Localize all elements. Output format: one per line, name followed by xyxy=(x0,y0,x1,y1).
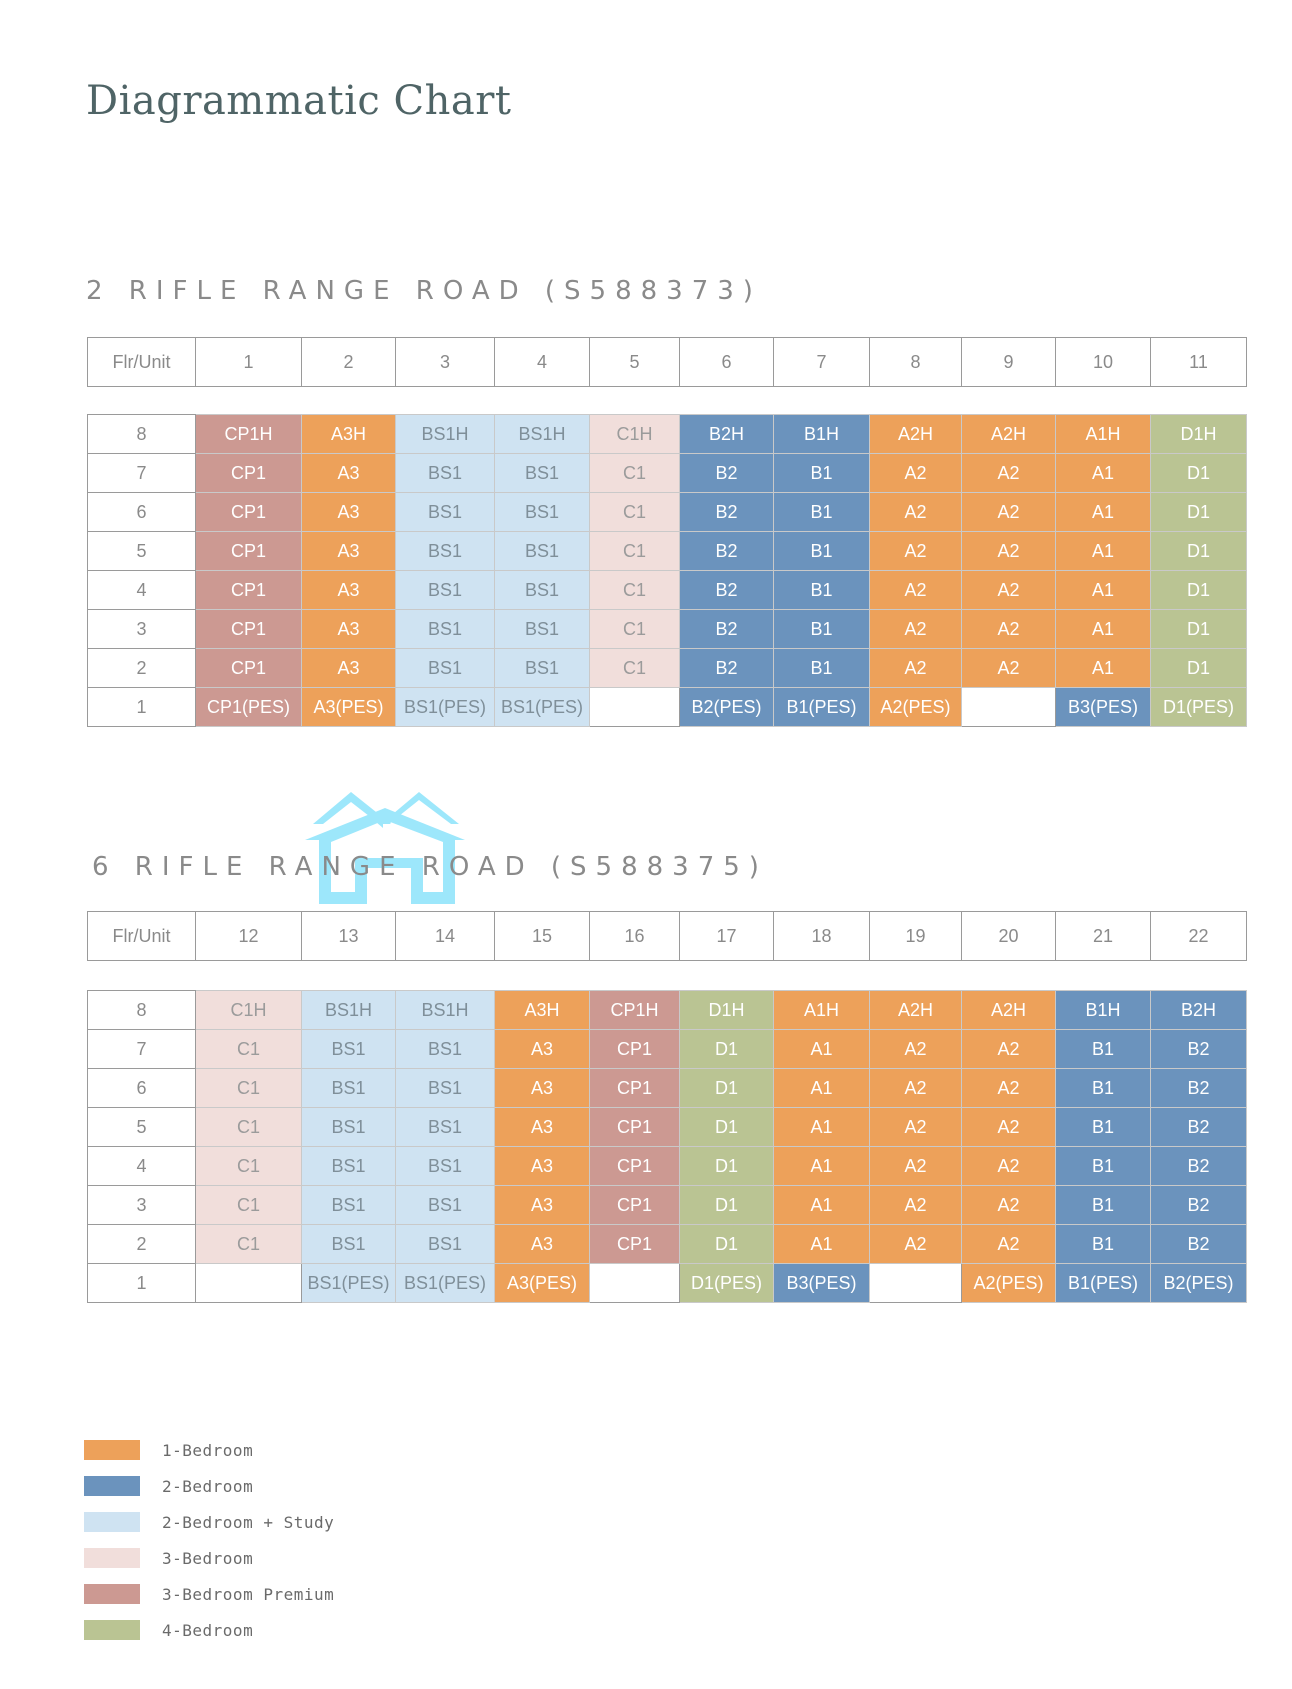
unit-header-table-block-6 xyxy=(87,911,1247,961)
unit-type-cell: A2H xyxy=(962,415,1056,454)
floor-number: 1 xyxy=(88,1264,196,1303)
unit-type-cell: A3(PES) xyxy=(495,1264,590,1303)
unit-type-cell xyxy=(962,688,1056,727)
unit-type-cell: A2 xyxy=(870,454,962,493)
floor-number: 8 xyxy=(88,415,196,454)
unit-type-cell: A3 xyxy=(302,649,396,688)
unit-type-cell: C1 xyxy=(196,1147,302,1186)
unit-number: 18 xyxy=(774,912,870,961)
unit-type-cell: B2 xyxy=(1151,1186,1247,1225)
floor-number: 5 xyxy=(88,532,196,571)
unit-type-cell xyxy=(870,1264,962,1303)
unit-type-cell: A2 xyxy=(962,571,1056,610)
unit-type-cell: A2 xyxy=(962,532,1056,571)
house-icon xyxy=(305,788,467,904)
floor-row xyxy=(88,493,1247,532)
unit-type-cell: C1 xyxy=(196,1186,302,1225)
unit-type-cell: A1 xyxy=(774,1108,870,1147)
unit-type-cell: A2(PES) xyxy=(962,1264,1056,1303)
unit-type-cell: B1 xyxy=(774,454,870,493)
unit-type-cell: CP1 xyxy=(590,1069,680,1108)
unit-type-cell: CP1 xyxy=(590,1147,680,1186)
unit-type-cell: BS1 xyxy=(396,1186,495,1225)
unit-type-cell: D1 xyxy=(1151,649,1247,688)
unit-type-cell: B1 xyxy=(774,649,870,688)
unit-type-cell: A2 xyxy=(962,649,1056,688)
unit-type-cell: A3 xyxy=(495,1030,590,1069)
unit-type-cell: BS1 xyxy=(302,1108,396,1147)
unit-type-cell: B2(PES) xyxy=(1151,1264,1247,1303)
unit-type-cell: C1 xyxy=(196,1225,302,1264)
unit-type-cell: A3 xyxy=(302,454,396,493)
unit-type-cell: CP1 xyxy=(196,493,302,532)
unit-type-cell: A2 xyxy=(962,1225,1056,1264)
floor-row xyxy=(88,571,1247,610)
legend-label: 3-Bedroom Premium xyxy=(162,1584,335,1604)
unit-type-cell: D1 xyxy=(680,1069,774,1108)
unit-type-cell: C1 xyxy=(196,1069,302,1108)
unit-type-cell: A1 xyxy=(774,1030,870,1069)
legend-label: 1-Bedroom xyxy=(162,1440,254,1460)
unit-type-cell: D1H xyxy=(680,991,774,1030)
unit-type-cell: C1 xyxy=(590,571,680,610)
unit-type-cell: B1 xyxy=(1056,1147,1151,1186)
floor-row xyxy=(88,610,1247,649)
unit-type-cell: BS1 xyxy=(495,649,590,688)
unit-type-cell: A2 xyxy=(870,532,962,571)
unit-type-cell: C1 xyxy=(590,649,680,688)
unit-type-cell: B1 xyxy=(774,532,870,571)
unit-type-cell: B2 xyxy=(1151,1147,1247,1186)
unit-type-cell: BS1 xyxy=(495,532,590,571)
unit-number: 2 xyxy=(302,338,396,387)
legend-item-2-bedroom-study xyxy=(84,1504,334,1540)
floor-row xyxy=(88,1264,1247,1303)
unit-number: 15 xyxy=(495,912,590,961)
unit-type-cell: BS1 xyxy=(396,1225,495,1264)
unit-type-cell: C1 xyxy=(590,454,680,493)
unit-type-cell: D1 xyxy=(1151,610,1247,649)
legend-swatch xyxy=(84,1584,140,1604)
floor-number: 3 xyxy=(88,610,196,649)
unit-type-cell: A3 xyxy=(495,1225,590,1264)
unit-type-cell: B1(PES) xyxy=(774,688,870,727)
unit-type-cell: A3 xyxy=(495,1108,590,1147)
unit-type-cell: A2 xyxy=(962,1186,1056,1225)
unit-type-cell: BS1 xyxy=(495,454,590,493)
unit-type-cell: A1 xyxy=(774,1147,870,1186)
unit-type-cell: A2 xyxy=(870,610,962,649)
floor-number: 4 xyxy=(88,571,196,610)
legend-item-1-bedroom xyxy=(84,1432,334,1468)
floor-number: 2 xyxy=(88,1225,196,1264)
unit-type-cell: B2 xyxy=(1151,1069,1247,1108)
unit-header-table-block-2 xyxy=(87,337,1247,387)
unit-grid-block-2 xyxy=(87,414,1247,727)
unit-type-cell: D1 xyxy=(1151,532,1247,571)
unit-type-cell: A2H xyxy=(962,991,1056,1030)
legend-label: 3-Bedroom xyxy=(162,1548,254,1568)
floor-number: 4 xyxy=(88,1147,196,1186)
unit-type-cell: A3 xyxy=(302,610,396,649)
unit-type-cell: BS1 xyxy=(302,1225,396,1264)
unit-type-cell: A1 xyxy=(1056,571,1151,610)
legend-swatch xyxy=(84,1512,140,1532)
unit-type-cell: A2 xyxy=(870,1030,962,1069)
unit-type-cell: CP1H xyxy=(196,415,302,454)
unit-number: 22 xyxy=(1151,912,1247,961)
unit-type-cell: B1 xyxy=(1056,1030,1151,1069)
unit-type-cell: CP1 xyxy=(590,1108,680,1147)
floor-number: 6 xyxy=(88,1069,196,1108)
unit-type-cell: A1 xyxy=(1056,454,1151,493)
unit-type-cell: A2 xyxy=(870,493,962,532)
unit-number: 10 xyxy=(1056,338,1151,387)
unit-type-cell: A3H xyxy=(495,991,590,1030)
unit-type-cell: A1 xyxy=(1056,532,1151,571)
unit-type-cell: BS1 xyxy=(396,610,495,649)
unit-type-cell: BS1 xyxy=(396,532,495,571)
floor-row xyxy=(88,991,1247,1030)
unit-type-cell: D1 xyxy=(1151,493,1247,532)
unit-type-cell: BS1 xyxy=(396,571,495,610)
unit-type-cell: BS1H xyxy=(302,991,396,1030)
unit-type-cell: BS1 xyxy=(495,493,590,532)
unit-type-cell: BS1 xyxy=(396,649,495,688)
unit-type-cell: B2H xyxy=(1151,991,1247,1030)
floor-number: 1 xyxy=(88,688,196,727)
floor-number: 2 xyxy=(88,649,196,688)
unit-type-cell: CP1 xyxy=(196,649,302,688)
unit-type-cell: B3(PES) xyxy=(1056,688,1151,727)
unit-type-cell xyxy=(590,688,680,727)
section-heading-6-rifle-range-road: 6 RIFLE RANGE ROAD (S588375) xyxy=(92,852,768,882)
unit-type-cell: D1 xyxy=(680,1030,774,1069)
unit-type-cell: A1 xyxy=(774,1225,870,1264)
unit-type-cell: C1 xyxy=(196,1108,302,1147)
unit-type-cell: D1 xyxy=(680,1186,774,1225)
legend-item-3-bedroom-premium xyxy=(84,1576,334,1612)
unit-type-cell: BS1 xyxy=(302,1069,396,1108)
unit-number: 1 xyxy=(196,338,302,387)
legend-swatch xyxy=(84,1476,140,1496)
unit-type-cell: A2 xyxy=(962,1069,1056,1108)
unit-type-cell: B1 xyxy=(774,571,870,610)
unit-type-cell: B1 xyxy=(1056,1108,1151,1147)
floor-row xyxy=(88,1225,1247,1264)
unit-type-cell: BS1 xyxy=(396,1030,495,1069)
floor-row xyxy=(88,1147,1247,1186)
unit-type-cell: A2 xyxy=(870,1108,962,1147)
unit-type-cell: B1 xyxy=(1056,1225,1151,1264)
page-title: Diagrammatic Chart xyxy=(86,78,512,124)
unit-number: 3 xyxy=(396,338,495,387)
unit-type-cell: B1 xyxy=(1056,1186,1151,1225)
floor-row xyxy=(88,454,1247,493)
legend-item-3-bedroom xyxy=(84,1540,334,1576)
unit-type-cell: A1 xyxy=(1056,649,1151,688)
legend-swatch xyxy=(84,1620,140,1640)
unit-type-cell: CP1 xyxy=(590,1186,680,1225)
unit-type-cell: B2 xyxy=(1151,1030,1247,1069)
unit-type-cell: A2 xyxy=(962,493,1056,532)
unit-type-cell: A2H xyxy=(870,991,962,1030)
unit-type-cell: D1H xyxy=(1151,415,1247,454)
unit-type-cell: A2 xyxy=(870,1147,962,1186)
legend-label: 2-Bedroom + Study xyxy=(162,1512,335,1532)
unit-type-cell: C1H xyxy=(196,991,302,1030)
unit-type-cell xyxy=(590,1264,680,1303)
unit-type-cell: C1 xyxy=(590,532,680,571)
floor-number: 7 xyxy=(88,1030,196,1069)
unit-type-cell: B1 xyxy=(774,610,870,649)
unit-type-cell: B2 xyxy=(680,532,774,571)
unit-type-cell: A2 xyxy=(870,571,962,610)
unit-type-cell: A2 xyxy=(870,1186,962,1225)
unit-type-cell: B2 xyxy=(1151,1108,1247,1147)
unit-type-cell: CP1 xyxy=(196,610,302,649)
unit-type-cell: A1 xyxy=(1056,610,1151,649)
floor-unit-label: Flr/Unit xyxy=(88,338,196,387)
unit-type-cell: A3 xyxy=(302,493,396,532)
unit-type-cell: BS1 xyxy=(396,1147,495,1186)
unit-number: 14 xyxy=(396,912,495,961)
unit-type-cell: B2H xyxy=(680,415,774,454)
floor-row xyxy=(88,532,1247,571)
unit-type-cell: CP1 xyxy=(590,1225,680,1264)
unit-type-cell: BS1H xyxy=(396,991,495,1030)
unit-type-cell: C1 xyxy=(196,1030,302,1069)
legend xyxy=(84,1432,334,1648)
unit-type-cell: CP1H xyxy=(590,991,680,1030)
floor-row xyxy=(88,1069,1247,1108)
unit-type-cell: B2 xyxy=(1151,1225,1247,1264)
unit-type-cell: B2 xyxy=(680,493,774,532)
unit-type-cell: BS1H xyxy=(396,415,495,454)
unit-number: 16 xyxy=(590,912,680,961)
unit-type-cell: A2 xyxy=(962,1147,1056,1186)
unit-type-cell: CP1 xyxy=(590,1030,680,1069)
unit-type-cell: A1H xyxy=(774,991,870,1030)
unit-number: 8 xyxy=(870,338,962,387)
floor-row xyxy=(88,1030,1247,1069)
unit-type-cell: CP1 xyxy=(196,571,302,610)
section-heading-2-rifle-range-road: 2 RIFLE RANGE ROAD (S588373) xyxy=(86,276,762,306)
unit-number: 5 xyxy=(590,338,680,387)
unit-number: 9 xyxy=(962,338,1056,387)
unit-type-cell: CP1 xyxy=(196,454,302,493)
unit-type-cell: A1 xyxy=(774,1069,870,1108)
floor-number: 8 xyxy=(88,991,196,1030)
unit-type-cell: BS1(PES) xyxy=(495,688,590,727)
unit-type-cell: BS1 xyxy=(396,454,495,493)
unit-number: 4 xyxy=(495,338,590,387)
unit-type-cell: B2(PES) xyxy=(680,688,774,727)
unit-type-cell: A3 xyxy=(302,532,396,571)
unit-type-cell: A3 xyxy=(495,1186,590,1225)
unit-type-cell: A2 xyxy=(962,1108,1056,1147)
unit-type-cell: BS1 xyxy=(396,1108,495,1147)
unit-type-cell: D1 xyxy=(680,1108,774,1147)
unit-type-cell: D1(PES) xyxy=(680,1264,774,1303)
unit-type-cell: A1H xyxy=(1056,415,1151,454)
legend-swatch xyxy=(84,1548,140,1568)
unit-number: 6 xyxy=(680,338,774,387)
unit-type-cell: A2(PES) xyxy=(870,688,962,727)
unit-type-cell: C1 xyxy=(590,610,680,649)
unit-type-cell: C1H xyxy=(590,415,680,454)
unit-type-cell: B1 xyxy=(1056,1069,1151,1108)
unit-type-cell: A2H xyxy=(870,415,962,454)
unit-header-row xyxy=(88,338,1247,387)
unit-type-cell: B2 xyxy=(680,610,774,649)
legend-item-2-bedroom xyxy=(84,1468,334,1504)
unit-type-cell: B2 xyxy=(680,649,774,688)
unit-number: 20 xyxy=(962,912,1056,961)
unit-number: 11 xyxy=(1151,338,1247,387)
unit-type-cell: B1H xyxy=(774,415,870,454)
unit-type-cell: A3 xyxy=(495,1069,590,1108)
unit-type-cell: A2 xyxy=(962,454,1056,493)
unit-type-cell: A3 xyxy=(495,1147,590,1186)
unit-type-cell: D1 xyxy=(680,1225,774,1264)
unit-grid-block-6 xyxy=(87,990,1247,1303)
unit-type-cell: D1 xyxy=(1151,571,1247,610)
unit-type-cell: D1 xyxy=(680,1147,774,1186)
unit-type-cell: CP1 xyxy=(196,532,302,571)
unit-type-cell: A2 xyxy=(870,649,962,688)
unit-type-cell: B2 xyxy=(680,571,774,610)
unit-type-cell: A1 xyxy=(774,1186,870,1225)
unit-type-cell: BS1 xyxy=(495,571,590,610)
unit-type-cell: BS1H xyxy=(495,415,590,454)
legend-label: 2-Bedroom xyxy=(162,1476,254,1496)
unit-number: 12 xyxy=(196,912,302,961)
floor-number: 6 xyxy=(88,493,196,532)
unit-type-cell: BS1 xyxy=(302,1186,396,1225)
floor-number: 3 xyxy=(88,1186,196,1225)
unit-type-cell: BS1 xyxy=(302,1147,396,1186)
legend-swatch xyxy=(84,1440,140,1460)
unit-type-cell: CP1(PES) xyxy=(196,688,302,727)
unit-type-cell: A3 xyxy=(302,571,396,610)
floor-row xyxy=(88,1108,1247,1147)
unit-type-cell: A2 xyxy=(870,1225,962,1264)
unit-type-cell: A2 xyxy=(962,1030,1056,1069)
unit-type-cell: A3H xyxy=(302,415,396,454)
unit-type-cell: D1 xyxy=(1151,454,1247,493)
floor-row xyxy=(88,1186,1247,1225)
unit-type-cell: BS1 xyxy=(495,610,590,649)
unit-type-cell: C1 xyxy=(590,493,680,532)
unit-type-cell: BS1(PES) xyxy=(396,688,495,727)
unit-type-cell: BS1(PES) xyxy=(396,1264,495,1303)
unit-type-cell: A3(PES) xyxy=(302,688,396,727)
unit-number: 7 xyxy=(774,338,870,387)
unit-type-cell: BS1 xyxy=(396,1069,495,1108)
unit-number: 13 xyxy=(302,912,396,961)
unit-type-cell: B2 xyxy=(680,454,774,493)
floor-row xyxy=(88,688,1247,727)
unit-type-cell: A2 xyxy=(962,610,1056,649)
floor-unit-label: Flr/Unit xyxy=(88,912,196,961)
unit-type-cell: D1(PES) xyxy=(1151,688,1247,727)
unit-type-cell: B1(PES) xyxy=(1056,1264,1151,1303)
unit-type-cell: BS1(PES) xyxy=(302,1264,396,1303)
legend-label: 4-Bedroom xyxy=(162,1620,254,1640)
floor-number: 5 xyxy=(88,1108,196,1147)
unit-header-row xyxy=(88,912,1247,961)
unit-type-cell: B3(PES) xyxy=(774,1264,870,1303)
unit-type-cell: B1H xyxy=(1056,991,1151,1030)
floor-row xyxy=(88,649,1247,688)
unit-number: 17 xyxy=(680,912,774,961)
unit-type-cell: BS1 xyxy=(302,1030,396,1069)
legend-item-4-bedroom xyxy=(84,1612,334,1648)
unit-number: 21 xyxy=(1056,912,1151,961)
unit-type-cell xyxy=(196,1264,302,1303)
unit-number: 19 xyxy=(870,912,962,961)
unit-type-cell: A1 xyxy=(1056,493,1151,532)
floor-number: 7 xyxy=(88,454,196,493)
unit-type-cell: A2 xyxy=(870,1069,962,1108)
floor-row xyxy=(88,415,1247,454)
unit-type-cell: B1 xyxy=(774,493,870,532)
unit-type-cell: BS1 xyxy=(396,493,495,532)
